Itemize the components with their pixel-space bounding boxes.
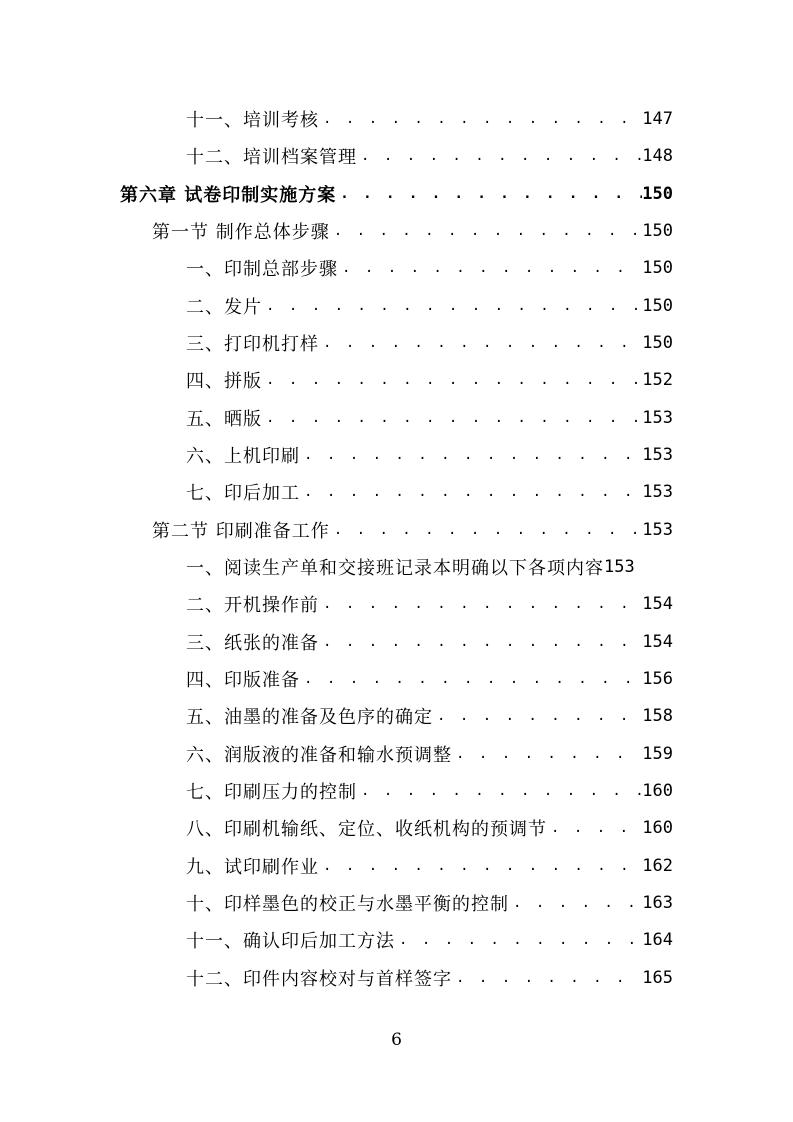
toc-entry <box>186 436 673 473</box>
dot-leader <box>357 783 642 799</box>
dot-leader <box>336 186 642 202</box>
toc-entry <box>186 585 673 622</box>
toc-entry-title: 五、油墨的准备及色序的确定 <box>186 706 433 728</box>
toc-entry-title: 一、阅读生产单和交接班记录本明确以下各项内容 <box>186 557 604 579</box>
toc-entry-page: 148 <box>642 145 673 166</box>
toc-entry-title: 六、上机印刷 <box>186 445 300 467</box>
toc-entry-page: 160 <box>642 817 673 838</box>
dot-leader <box>433 708 642 724</box>
toc-entry-page: 165 <box>642 967 673 988</box>
toc-entry-title: 十二、印件内容校对与首样签字 <box>186 968 452 990</box>
toc-entry-page: 153 <box>642 407 673 428</box>
dot-leader <box>319 858 642 874</box>
toc-chapter-entry <box>120 175 673 212</box>
toc-entry-page: 153 <box>604 556 635 577</box>
toc-entry-title: 七、印刷压力的控制 <box>186 781 357 803</box>
toc-entry-page: 163 <box>642 892 673 913</box>
toc-entry <box>186 137 673 174</box>
toc-entry-title: 四、印版准备 <box>186 669 300 691</box>
dot-leader <box>357 148 642 164</box>
toc-entry-page: 150 <box>642 183 673 204</box>
toc-entry <box>186 287 673 324</box>
toc-entry-page: 160 <box>642 780 673 801</box>
dot-leader <box>338 260 642 276</box>
toc-entry-page: 159 <box>642 743 673 764</box>
dot-leader <box>262 298 642 314</box>
toc-entry <box>186 361 673 398</box>
toc-entry-page: 153 <box>642 444 673 465</box>
toc-entry-page: 158 <box>642 705 673 726</box>
toc-entry <box>186 921 673 958</box>
dot-leader <box>509 895 642 911</box>
toc-entry <box>186 697 673 734</box>
dot-leader <box>300 447 642 463</box>
toc-entry <box>186 249 673 286</box>
dot-leader <box>319 634 642 650</box>
toc-entry-page: 150 <box>642 332 673 353</box>
dot-leader <box>319 335 642 351</box>
toc-entry-page: 162 <box>642 855 673 876</box>
toc-entry <box>186 847 673 884</box>
toc-entry-title: 六、润版液的准备和输水预调整 <box>186 744 452 766</box>
toc-entry-title: 三、纸张的准备 <box>186 632 319 654</box>
toc-entry-title: 五、晒版 <box>186 408 262 430</box>
dot-leader <box>262 372 642 388</box>
toc-entry-title: 一、印制总部步骤 <box>186 258 338 280</box>
toc-entry-title: 四、拼版 <box>186 370 262 392</box>
toc-entry <box>186 884 673 921</box>
toc-entry-title: 十一、培训考核 <box>186 109 319 131</box>
toc-entry-title: 八、印刷机输纸、定位、收纸机构的预调节 <box>186 818 547 840</box>
toc-entry-title: 二、开机操作前 <box>186 594 319 616</box>
toc-entry <box>186 735 673 772</box>
toc-entry <box>186 772 673 809</box>
toc-section-entry <box>152 212 673 249</box>
toc-entry-title: 二、发片 <box>186 296 262 318</box>
toc-entry-page: 147 <box>642 108 673 129</box>
dot-leader <box>319 596 642 612</box>
toc-entry-title: 十一、确认印后加工方法 <box>186 930 395 952</box>
toc-entry-page: 164 <box>642 929 673 950</box>
toc-entry-page: 156 <box>642 668 673 689</box>
dot-leader <box>330 522 643 538</box>
dot-leader <box>395 932 642 948</box>
toc-entry-title: 十二、培训档案管理 <box>186 146 357 168</box>
toc-entry-page: 150 <box>642 220 673 241</box>
toc-entry <box>186 399 673 436</box>
toc-entry-title: 十、印样墨色的校正与水墨平衡的控制 <box>186 893 509 915</box>
toc-entry-title: 七、印后加工 <box>186 482 300 504</box>
toc-section-entry <box>152 511 673 548</box>
toc-entry-title: 九、试印刷作业 <box>186 856 319 878</box>
toc-entry-title: 第一节 制作总体步骤 <box>152 221 330 243</box>
dot-leader <box>262 410 642 426</box>
dot-leader <box>452 970 642 986</box>
toc-entry-title: 第六章 试卷印制实施方案 <box>120 184 337 206</box>
toc-entry-title: 第二节 印刷准备工作 <box>152 520 330 542</box>
toc-entry <box>186 809 673 846</box>
toc-entry <box>186 473 673 510</box>
page-number: 6 <box>391 1030 402 1050</box>
dot-leader <box>452 746 642 762</box>
toc-entry-title: 三、打印机打样 <box>186 333 319 355</box>
dot-leader <box>547 820 642 836</box>
dot-leader <box>300 671 642 687</box>
dot-leader <box>330 223 643 239</box>
toc-entry-page: 154 <box>642 593 673 614</box>
toc-entry <box>186 324 673 361</box>
toc-entry <box>186 959 673 996</box>
toc-entry-page: 150 <box>642 295 673 316</box>
toc-entry <box>186 660 673 697</box>
toc-entry <box>186 548 673 585</box>
dot-leader <box>300 484 642 500</box>
toc-entry-page: 153 <box>642 481 673 502</box>
toc-entry-page: 154 <box>642 631 673 652</box>
toc-entry-page: 150 <box>642 257 673 278</box>
toc-entry-page: 152 <box>642 369 673 390</box>
toc-entry-page: 153 <box>642 519 673 540</box>
toc-entry <box>186 623 673 660</box>
dot-leader <box>319 111 642 127</box>
toc-entry <box>186 100 673 137</box>
